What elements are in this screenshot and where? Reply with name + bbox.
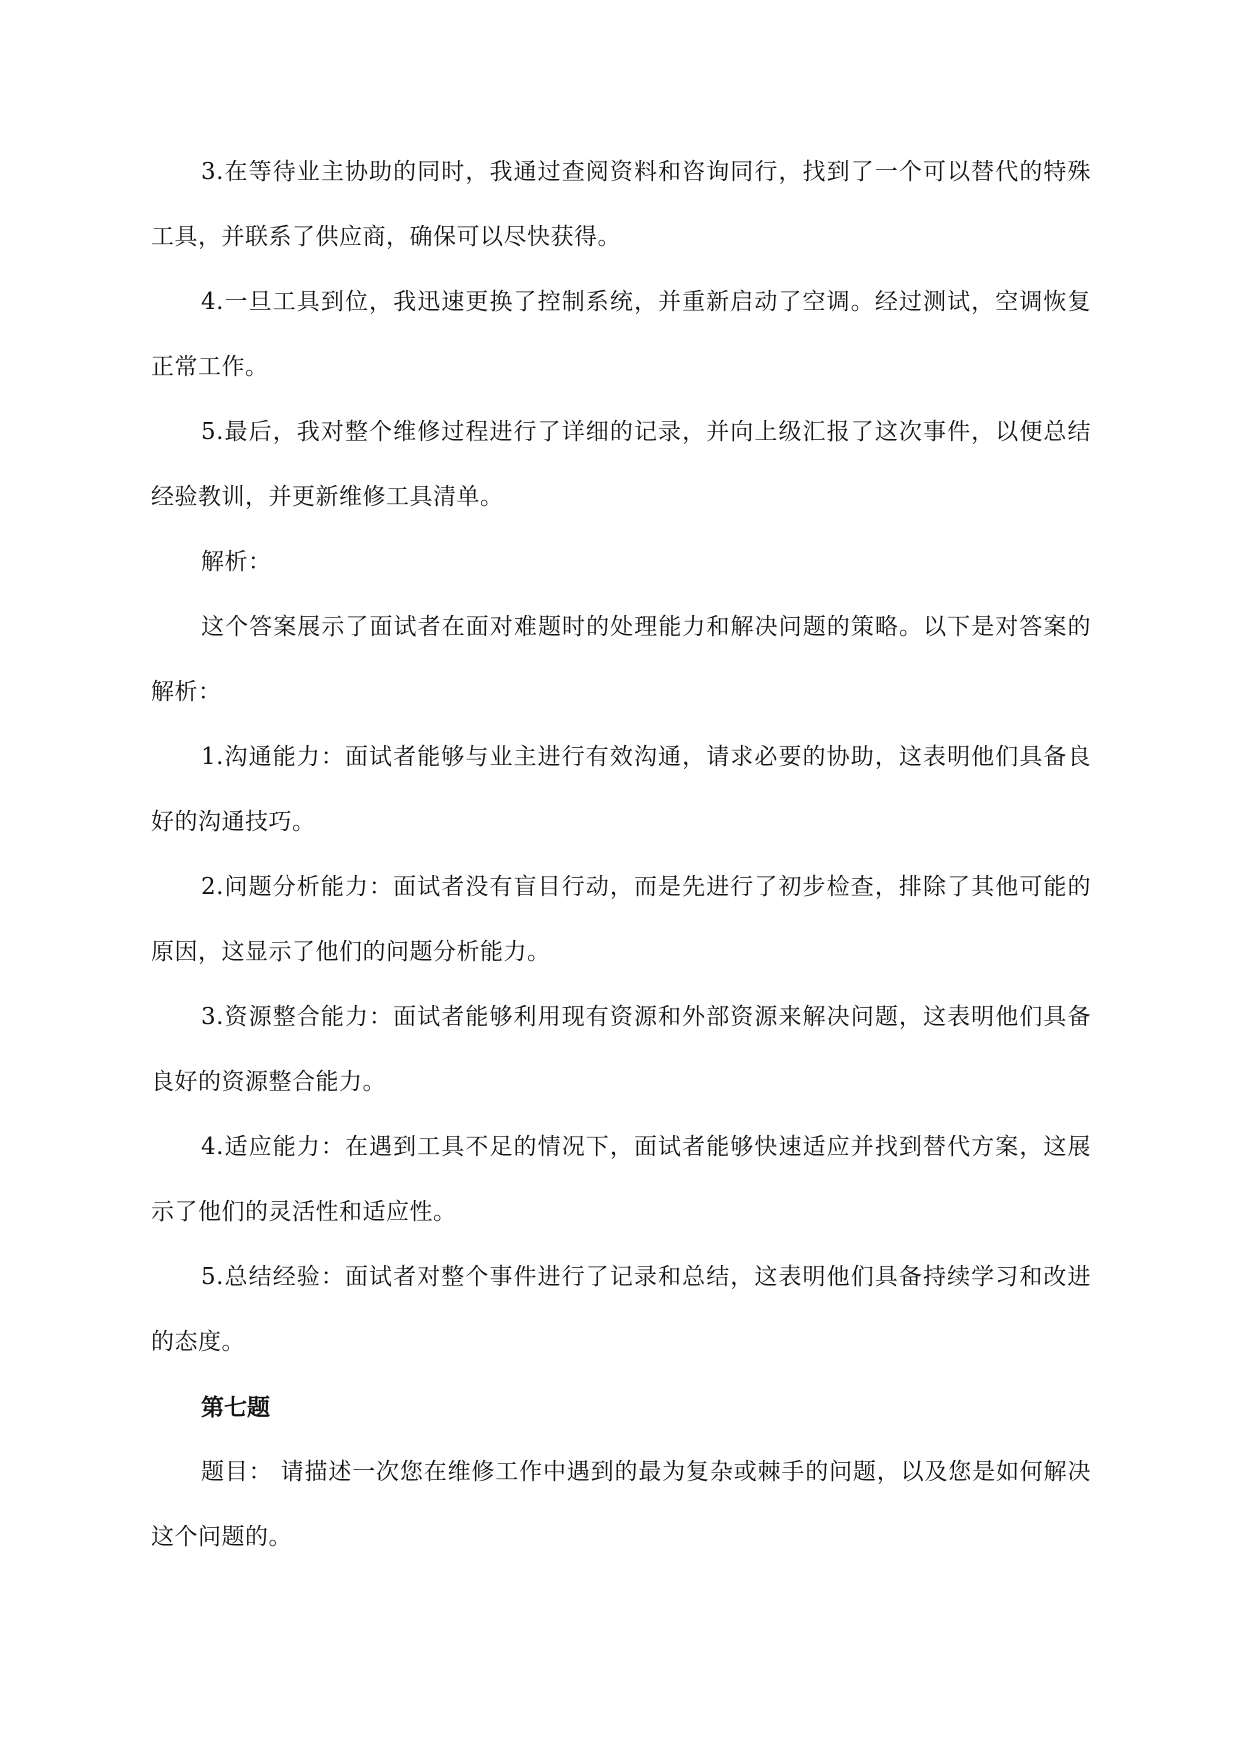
section-heading: 第七题 [201,1394,270,1421]
answer-step-5: 5.最后，我对整个维修过程进行了详细的记录，并向上级汇报了这次事件，以便总结经验教训，并更新维修工具清单。 [151,419,1091,510]
analysis-intro: 这个答案展示了面试者在面对难题时的处理能力和解决问题的策略。以下是对答案的解析： [151,614,1091,705]
analysis-point-1: 1.沟通能力：面试者能够与业主进行有效沟通，请求必要的协助，这表明他们具备良好的沟通技巧。 [151,744,1091,835]
answer-step-3: 3.在等待业主协助的同时，我通过查阅资料和咨询同行，找到了一个可以替代的特殊工具，并联系了供应商，确保可以尽快获得。 [151,159,1091,250]
analysis-label: 解析： [201,549,272,575]
answer-step-4: 4.一旦工具到位，我迅速更换了控制系统，并重新启动了空调。经过测试，空调恢复正常工作。 [151,289,1091,380]
document-body [151,140,1091,1570]
analysis-point-5: 5.总结经验：面试者对整个事件进行了记录和总结，这表明他们具备持续学习和改进的态度。 [151,1264,1091,1355]
analysis-point-3: 3.资源整合能力：面试者能够利用现有资源和外部资源来解决问题，这表明他们具备良好的资源整合能力。 [151,1004,1091,1095]
question-text: 题目： 请描述一次您在维修工作中遇到的最为复杂或棘手的问题，以及您是如何解决这个问题的。 [151,1459,1091,1550]
analysis-point-2: 2.问题分析能力：面试者没有盲目行动，而是先进行了初步检查，排除了其他可能的原因，这显示了他们的问题分析能力。 [151,874,1091,965]
analysis-point-4: 4.适应能力：在遇到工具不足的情况下，面试者能够快速适应并找到替代方案，这展示了他们的灵活性和适应性。 [151,1134,1091,1225]
